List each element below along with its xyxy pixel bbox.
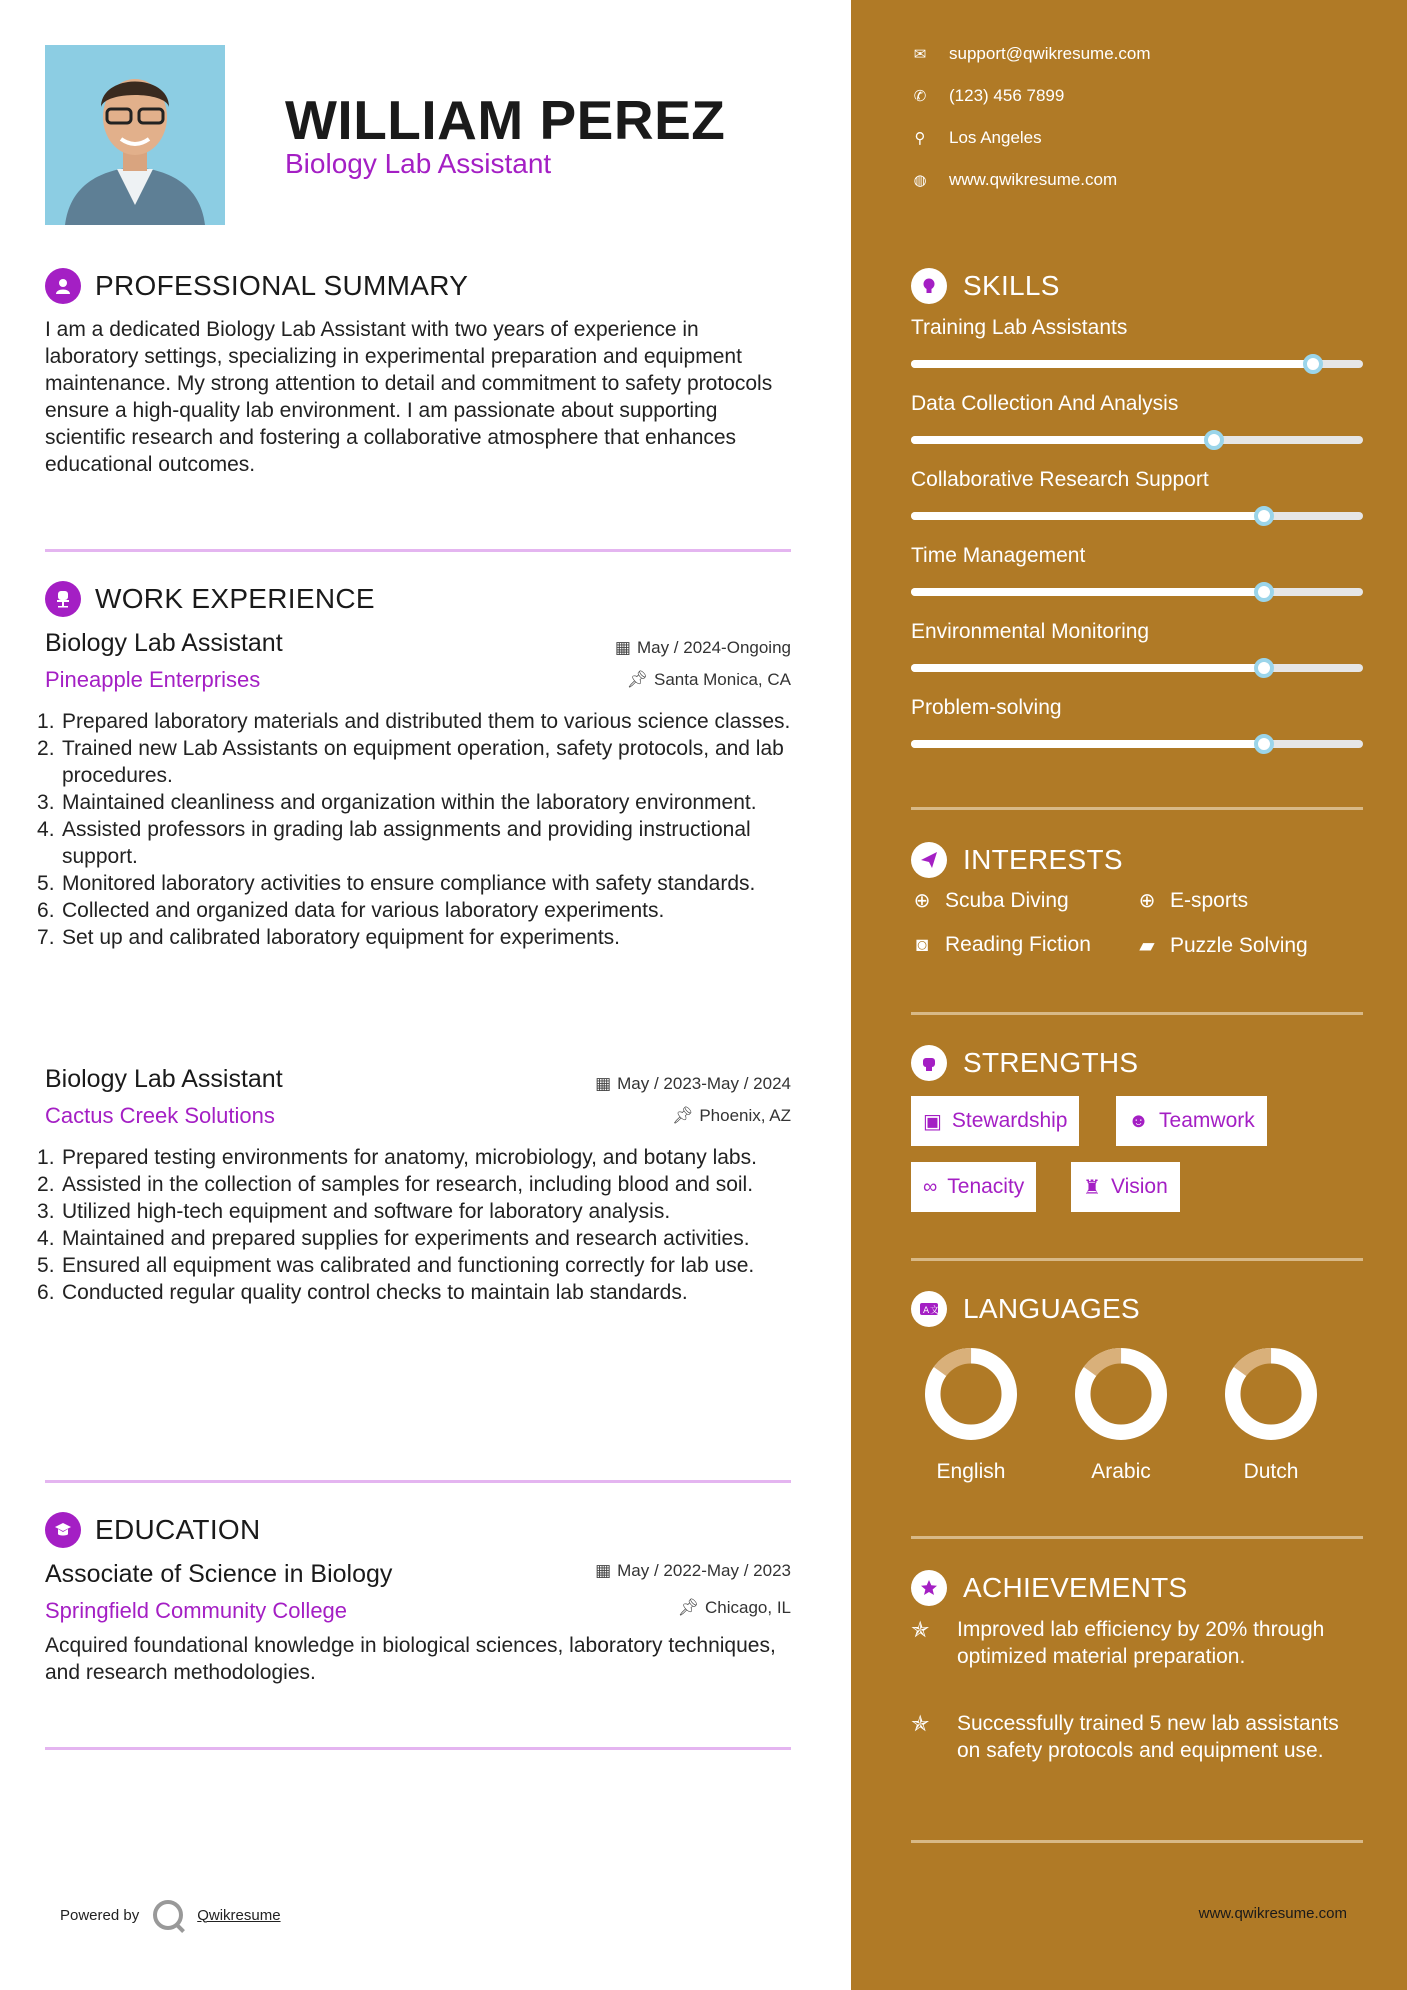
strength-tag: ∞ Tenacity (911, 1162, 1036, 1212)
translate-icon (911, 1291, 947, 1327)
language-donut-inner (941, 1364, 1001, 1424)
skill-bar-knob (1254, 582, 1274, 602)
achievements-title: ACHIEVEMENTS (963, 1572, 1188, 1603)
lightbulb-icon (911, 268, 947, 304)
list-item: Utilized high-tech equipment and software for laboratory analysis. (62, 1200, 671, 1223)
list-item: Collected and organized data for various laboratory experiments. (62, 899, 665, 922)
skill-bar (911, 588, 1363, 596)
divider (911, 807, 1363, 810)
list-item: Prepared testing environments for anatomy, microbiology, and botany labs. (62, 1146, 757, 1169)
interest-item: ▰ Puzzle Solving (1136, 933, 1308, 958)
education-location: 📌︎ Chicago, IL (677, 1598, 791, 1617)
language-name: English (936, 1460, 1006, 1483)
education-heading (45, 1512, 261, 1548)
list-item: Maintained and prepared supplies for experiments and research activities. (62, 1227, 750, 1250)
svg-text:A: A (923, 1306, 930, 1316)
job-duties (62, 708, 802, 951)
brand-link[interactable]: Qwikresume (197, 1906, 281, 1924)
fist-icon (911, 1045, 947, 1081)
shooting-star-icon: ✯ (911, 1711, 930, 1736)
svg-text:文: 文 (930, 1306, 939, 1316)
envelope-icon: ✉ (913, 46, 927, 63)
skill-bar (911, 360, 1363, 368)
list-item: Trained new Lab Assistants on equipment operation, safety protocols, and lab procedures. (62, 737, 784, 787)
skills-title: SKILLS (963, 270, 1060, 301)
language-item (1056, 1346, 1186, 1484)
skill-bar-knob (1254, 506, 1274, 526)
map-pin-icon: ⚲ (914, 130, 926, 147)
list-item: Assisted in the collection of samples for research, including blood and soil. (62, 1173, 754, 1196)
chair-icon (45, 581, 81, 617)
job-title: Biology Lab Assistant (45, 1065, 283, 1093)
language-donut-inner (1091, 1364, 1151, 1424)
pin-icon: 📌︎ (671, 1106, 694, 1125)
job-title: Biology Lab Assistant (45, 629, 283, 657)
contact-phone: ✆ (123) 456 7899 (911, 86, 1064, 106)
skill-name: Environmental Monitoring (911, 620, 1150, 643)
job-company: Pineapple Enterprises (45, 667, 261, 692)
skill-bar-fill (911, 588, 1264, 596)
strength-tag: ♜ Vision (1071, 1162, 1180, 1212)
interests-heading (911, 842, 1123, 878)
language-donut (1073, 1346, 1169, 1442)
interest-item: ⊕ E-sports (1136, 888, 1248, 913)
skill-bar-fill (911, 664, 1264, 672)
qwikresume-logo-icon (153, 1900, 183, 1930)
pin-icon: 📌︎ (626, 670, 648, 689)
skill-bar (911, 436, 1363, 444)
job-company: Cactus Creek Solutions (45, 1103, 275, 1128)
degree-title: Associate of Science in Biology (45, 1560, 393, 1588)
skill-bar-knob (1254, 658, 1274, 678)
divider (45, 549, 791, 552)
globe-icon: ◍ (913, 172, 927, 189)
skill-bar-fill (911, 360, 1313, 368)
skill-bar-knob (1204, 430, 1224, 450)
job-location: 📌︎ Santa Monica, CA (626, 670, 791, 689)
list-item: Set up and calibrated laboratory equipment for experiments. (62, 926, 620, 949)
list-item: Conducted regular quality control checks to maintain lab standards. (62, 1281, 688, 1304)
skill-bar-fill (911, 740, 1264, 748)
divider (911, 1536, 1363, 1539)
skill-bar-knob (1254, 734, 1274, 754)
divider (45, 1480, 791, 1483)
skill-bar (911, 664, 1363, 672)
job-duties (62, 1144, 802, 1306)
sidebar (851, 0, 1407, 1990)
contact-email[interactable]: ✉ support@qwikresume.com (911, 44, 1151, 64)
job-dates: ▦ May / 2024-Ongoing (614, 638, 791, 657)
divider (911, 1012, 1363, 1015)
graduation-icon (45, 1512, 81, 1548)
divider (911, 1840, 1363, 1843)
list-item: Assisted professors in grading lab assignments and providing instructional support. (62, 818, 751, 868)
language-donut-inner (1241, 1364, 1301, 1424)
lifebuoy-icon: ⊕ (1138, 890, 1156, 912)
strengths-title: STRENGTHS (963, 1047, 1139, 1078)
skill-bar-knob (1303, 354, 1323, 374)
briefcase-icon: ▣ (923, 1110, 942, 1133)
skill-name: Time Management (911, 544, 1086, 567)
skill-bar-fill (911, 436, 1214, 444)
achievements-heading (911, 1570, 1188, 1606)
experience-heading (45, 581, 375, 617)
interests-title: INTERESTS (963, 844, 1123, 875)
star-icon (911, 1570, 947, 1606)
users-icon: ☻ (1128, 1109, 1150, 1132)
summary-title: PROFESSIONAL SUMMARY (95, 270, 469, 301)
book-icon: ▰ (1139, 935, 1155, 957)
calendar-icon: ▦ (614, 638, 631, 657)
summary-heading (45, 268, 468, 304)
achievement-item: ✯ Successfully trained 5 new lab assistants on safety protocols and equipment use. (911, 1711, 1339, 1762)
link-icon: ∞ (923, 1175, 938, 1198)
interest-item: ◙ Reading Fiction (911, 933, 1091, 957)
calendar-icon: ▦ (595, 1074, 612, 1093)
contact-website[interactable]: ◍ www.qwikresume.com (911, 170, 1117, 190)
list-item: Ensured all equipment was calibrated and functioning correctly for lab use. (62, 1254, 755, 1277)
language-donut (1223, 1346, 1319, 1442)
candidate-name: WILLIAM PEREZ (285, 89, 726, 151)
list-item: Maintained cleanliness and organization within the laboratory environment. (62, 791, 757, 814)
list-item: Monitored laboratory activities to ensure compliance with safety standards. (62, 872, 756, 895)
gamepad-icon: ◙ (915, 933, 929, 956)
phone-icon: ✆ (913, 88, 927, 105)
skill-name: Data Collection And Analysis (911, 392, 1179, 415)
education-title: EDUCATION (95, 1514, 261, 1545)
footer-website[interactable]: www.qwikresume.com (1198, 1905, 1347, 1922)
avatar (45, 45, 225, 225)
job-dates: ▦ May / 2023-May / 2024 (595, 1074, 791, 1093)
language-name: Arabic (1091, 1460, 1151, 1483)
language-name: Dutch (1243, 1460, 1299, 1483)
strength-tag: ▣ Stewardship (911, 1096, 1079, 1146)
divider (45, 1747, 791, 1750)
strength-tag: ☻ Teamwork (1116, 1096, 1267, 1146)
job-location: 📌︎ Phoenix, AZ (671, 1106, 791, 1125)
education-dates: ▦ May / 2022-May / 2023 (595, 1561, 791, 1580)
powered-by-label: Powered by (60, 1906, 140, 1924)
skill-bar (911, 740, 1363, 748)
pin-icon: 📌︎ (677, 1598, 699, 1617)
skill-name: Problem-solving (911, 696, 1062, 719)
divider (911, 1258, 1363, 1261)
school-name: Springfield Community College (45, 1598, 348, 1623)
paper-plane-icon (911, 842, 947, 878)
binoculars-icon: ♜ (1083, 1176, 1101, 1199)
languages-title: LANGUAGES (963, 1293, 1140, 1324)
summary-text: I am a dedicated Biology Lab Assistant with two years of experience in laboratory settings, specializing in experimental preparation and equipment maintenance. My strong attention to detail and commitment to safety protocols ensure a high-quality lab environment. I am passionate about supporting scientific research and fostering a collaborative atmosphere that enhances educational outcomes. (45, 318, 773, 476)
education-description: Acquired foundational knowledge in biological sciences, laboratory techniques, and research methodologies. (45, 1634, 776, 1684)
lifebuoy-icon: ⊕ (913, 890, 931, 912)
calendar-icon: ▦ (595, 1561, 612, 1580)
language-donut (923, 1346, 1019, 1442)
skills-heading (911, 268, 1060, 304)
user-icon (45, 268, 81, 304)
skill-name: Training Lab Assistants (911, 316, 1128, 339)
interest-item: ⊕ Scuba Diving (911, 888, 1069, 913)
experience-title: WORK EXPERIENCE (95, 583, 375, 614)
profile-photo (45, 45, 225, 225)
strengths-heading (911, 1045, 1138, 1081)
list-item: Prepared laboratory materials and distributed them to various science classes. (62, 710, 791, 733)
skill-name: Collaborative Research Support (911, 468, 1209, 491)
candidate-role: Biology Lab Assistant (285, 148, 552, 179)
skill-bar (911, 512, 1363, 520)
contact-location: ⚲ Los Angeles (911, 128, 1042, 148)
languages-heading (911, 1291, 1140, 1327)
powered-by (60, 1900, 281, 1930)
skill-bar-fill (911, 512, 1264, 520)
language-item (1206, 1346, 1336, 1484)
achievement-item: ✯ Improved lab efficiency by 20% through optimized material preparation. (911, 1617, 1325, 1668)
shooting-star-icon: ✯ (911, 1617, 930, 1642)
language-item (906, 1346, 1036, 1484)
